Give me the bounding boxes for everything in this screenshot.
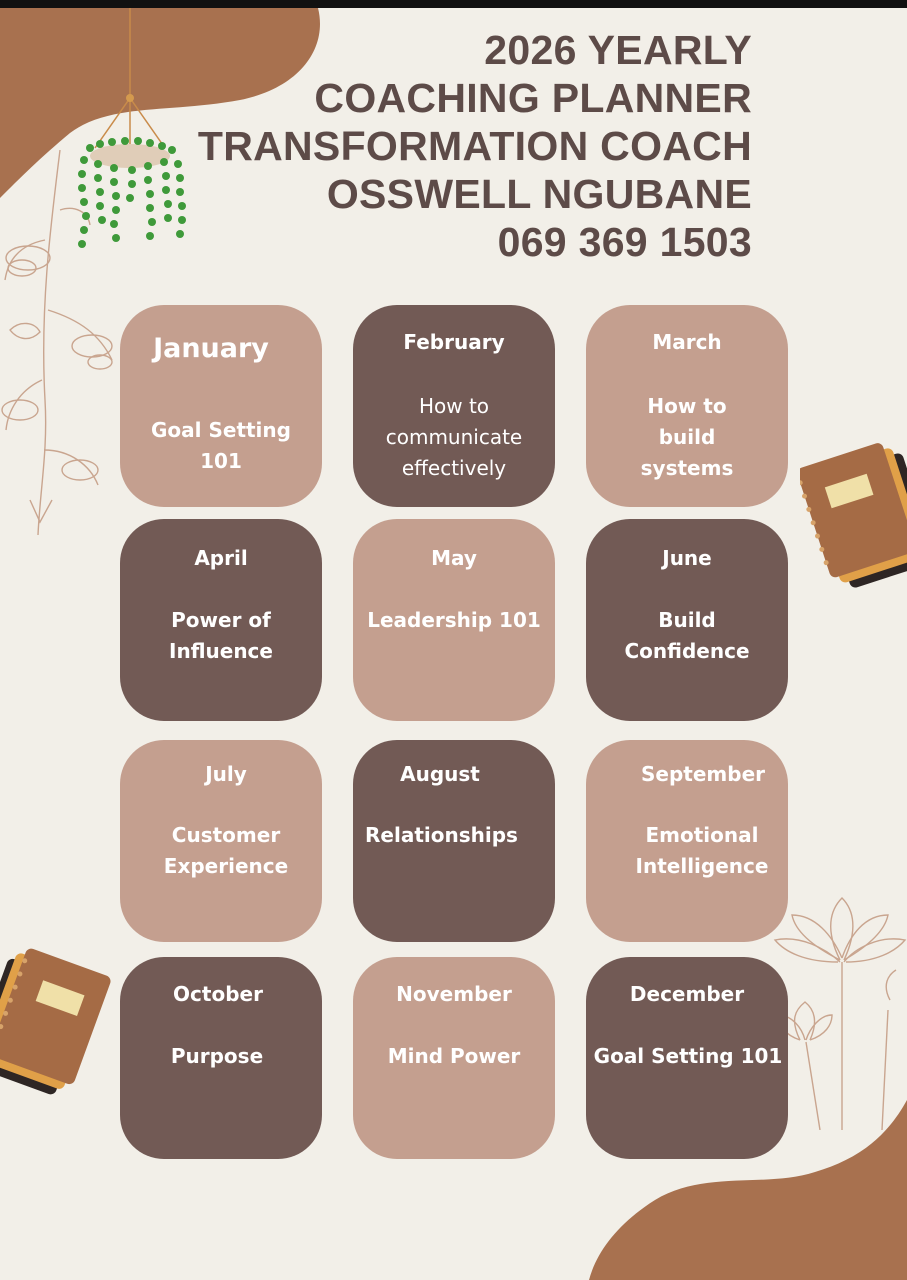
month-card-june xyxy=(586,519,788,721)
coach-role-line: TRANSFORMATION COACH xyxy=(197,123,752,169)
month-label: February xyxy=(403,330,505,354)
month-topic: How to communicate effectively xyxy=(385,394,523,480)
planner-header xyxy=(198,26,752,266)
top-edge-bar xyxy=(0,0,907,8)
notebook-icon xyxy=(800,438,907,603)
month-card-july xyxy=(120,740,322,942)
coach-name-line: OSSWELL NGUBANE xyxy=(326,171,752,217)
month-card-december xyxy=(586,957,788,1159)
title-year-line: 2026 YEARLY xyxy=(484,27,752,73)
month-topic: Customer Experience xyxy=(163,823,289,878)
month-label: May xyxy=(431,546,477,570)
month-topic: Build Confidence xyxy=(624,608,750,663)
month-topic: Goal Setting 101 xyxy=(593,1044,783,1068)
month-card-february xyxy=(353,305,555,507)
month-label: August xyxy=(400,762,480,786)
lotus-sketch-icon xyxy=(770,890,907,1130)
month-topic: Emotional Intelligence xyxy=(635,823,769,878)
month-label: October xyxy=(173,982,263,1006)
phone-number: 069 369 1503 xyxy=(497,219,752,265)
month-card-august xyxy=(353,740,555,942)
month-label: December xyxy=(629,982,745,1006)
month-card-october xyxy=(120,957,322,1159)
month-label: March xyxy=(652,330,722,354)
month-label: April xyxy=(194,546,248,570)
month-topic: Purpose xyxy=(170,1044,264,1068)
month-card-may xyxy=(353,519,555,721)
month-topic: How to build systems xyxy=(640,394,734,480)
month-topic: Leadership 101 xyxy=(367,608,541,632)
hanging-plant-icon xyxy=(70,8,190,258)
month-label: July xyxy=(205,762,247,786)
month-card-april xyxy=(120,519,322,721)
month-card-september xyxy=(586,740,788,942)
notebook-icon xyxy=(0,935,115,1105)
month-topic: Mind Power xyxy=(387,1044,521,1068)
month-card-january xyxy=(120,305,322,507)
month-card-march xyxy=(586,305,788,507)
month-topic: Power of Influence xyxy=(169,608,273,663)
month-topic: Relationships xyxy=(365,823,518,847)
month-card-november xyxy=(353,957,555,1159)
month-label: September xyxy=(641,762,765,786)
month-label: November xyxy=(396,982,512,1006)
month-label: January xyxy=(153,333,269,364)
title-planner-line: COACHING PLANNER xyxy=(314,75,752,121)
month-label: June xyxy=(662,546,712,570)
month-topic: Goal Setting 101 xyxy=(151,418,291,473)
